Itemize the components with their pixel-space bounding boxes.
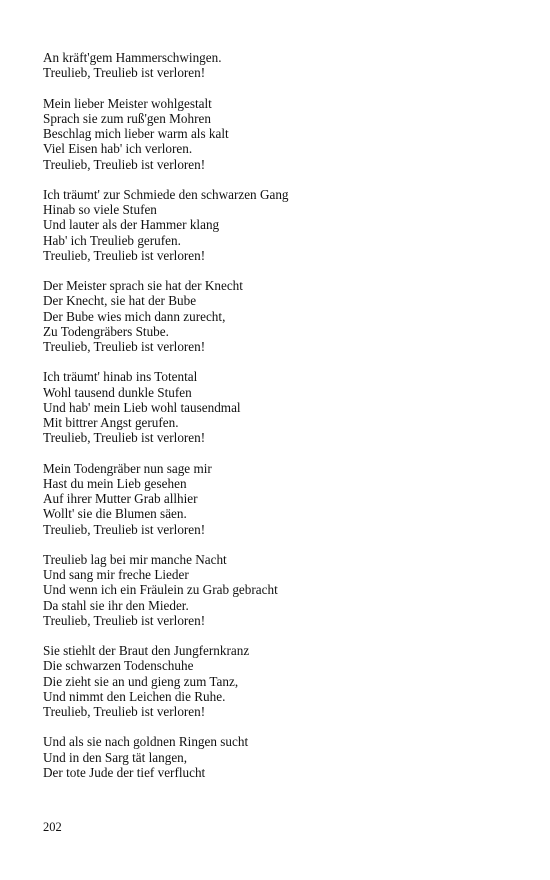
poem-line: Treulieb, Treulieb ist verloren! (43, 65, 206, 81)
poem-line: Und nimmt den Leichen die Ruhe. (43, 688, 226, 704)
poem-line: Mein lieber Meister wohlgestalt (43, 95, 212, 111)
page-number: 202 (43, 820, 62, 834)
poem-line: Treulieb, Treulieb ist verloren! (43, 339, 206, 354)
poem-body (43, 50, 533, 795)
poem-line: Hinab so viele Stufen (43, 202, 157, 217)
stanza (43, 643, 533, 719)
stanza (43, 187, 533, 263)
poem-line: Und als sie nach goldnen Ringen sucht (43, 734, 249, 750)
poem-line: An kräft'gem Hammerschwingen. (43, 50, 222, 65)
poem-line: Da stahl sie ihr den Mieder. (43, 597, 189, 613)
stanza (43, 461, 533, 537)
poem-line: Ich träumt' hinab ins Totental (43, 369, 198, 385)
poem-line: Treulieb lag bei mir manche Nacht (43, 551, 227, 567)
poem-line: Und sang mir freche Lieder (43, 567, 189, 582)
poem-line: Und lauter als der Hammer klang (43, 217, 220, 233)
poem-line: Sie stiehlt der Braut den Jungfernkranz (43, 643, 250, 658)
poem-line: Treulieb, Treulieb ist verloren! (43, 704, 206, 719)
poem-line: Sprach sie zum ruß'gen Mohren (43, 110, 211, 126)
poem-line: Treulieb, Treulieb ist verloren! (43, 521, 206, 537)
poem-line: Die zieht sie an und gieng zum Tanz, (43, 673, 239, 689)
poem-line: Und hab' mein Lieb wohl tausendmal (43, 399, 241, 415)
poem-line: Zu Todengräbers Stube. (43, 323, 169, 339)
poem-line: Und in den Sarg tät langen, (43, 749, 188, 765)
poem-line: Und wenn ich ein Fräulein zu Grab gebracht (43, 582, 278, 598)
poem-line: Mein Todengräber nun sage mir (43, 460, 212, 476)
poem-line: Der Meister sprach sie hat der Knecht (43, 278, 243, 293)
poem-line: Treulieb, Treulieb ist verloren! (43, 247, 206, 263)
poem-line: Beschlag mich lieber warm als kalt (43, 126, 229, 141)
poem-line: Treulieb, Treulieb ist verloren! (43, 612, 206, 628)
poem-line: Mit bittrer Angst gerufen. (43, 415, 179, 430)
poem-line: Hast du mein Lieb gesehen (43, 475, 187, 491)
stanza (43, 278, 533, 354)
stanza (43, 552, 533, 628)
poem-line: Wohl tausend dunkle Stufen (43, 384, 192, 400)
poem-line: Der tote Jude der tief verflucht (43, 764, 206, 780)
stanza (43, 369, 533, 445)
poem-line: Treulieb, Treulieb ist verloren! (43, 156, 206, 172)
stanza (43, 734, 533, 780)
poem-line: Ich träumt' zur Schmiede den schwarzen Gang (43, 186, 289, 202)
poem-line: Der Knecht, sie hat der Bube (43, 293, 197, 309)
poem-line: Auf ihrer Mutter Grab allhier (43, 491, 198, 506)
poem-line: Der Bube wies mich dann zurecht, (43, 308, 226, 324)
poem-line: Die schwarzen Todenschuhe (43, 658, 194, 674)
stanza (43, 96, 533, 172)
poem-line: Treulieb, Treulieb ist verloren! (43, 430, 206, 446)
poem-line: Wollt' sie die Blumen säen. (43, 506, 187, 522)
stanza (43, 50, 533, 81)
poem-line: Hab' ich Treulieb gerufen. (43, 232, 181, 248)
poem-line: Viel Eisen hab' ich verloren. (43, 141, 193, 157)
